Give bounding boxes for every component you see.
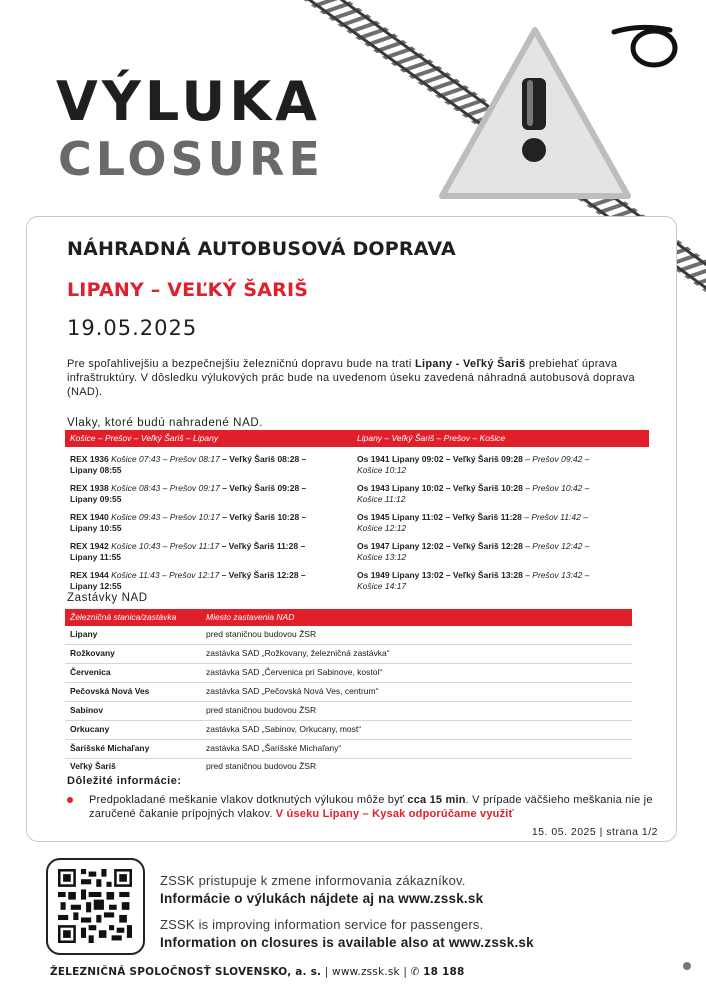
route-heading: LIPANY – VEĽKÝ ŠARIŠ <box>67 279 309 301</box>
stops-label: Zastávky NAD <box>67 592 148 604</box>
stops-table-header <box>65 609 632 626</box>
settings-icon <box>683 962 691 970</box>
table-row: Os 1947 Lipany 12:02 – Veľký Šariš 12:28 – Prešov 12:42 – Košice 13:12 <box>357 541 590 562</box>
intro-paragraph: Pre spoľahlivejšiu a bezpečnejšiu železničnú dopravu bude na trati Lipany - Veľký Šariš prebiehať úprava infraštruktúry. V dôsledku výlukových prác bude na uvedenom úseku zavedená náhradná autobusová doprava (NAD). <box>67 358 635 398</box>
info-sk-line2[interactable]: Informácie o výlukách nájdete aj na www.zssk.sk <box>160 891 484 906</box>
phone-icon: ✆ <box>410 966 420 978</box>
table-row: Šarišské Michaľany zastávka SAD „Šarišské Michaľany“ <box>70 743 342 753</box>
info-sk-line1: ZSSK pristupuje k zmene informovania zákazníkov. <box>160 873 466 888</box>
table-row: REX 1942 Košice 10:43 – Prešov 11:17 – Veľký Šariš 11:28 – Lipany 11:55 <box>70 541 306 562</box>
table-row: Os 1943 Lipany 10:02 – Veľký Šariš 10:28 – Prešov 10:42 – Košice 11:12 <box>357 483 590 504</box>
stops-col-station: Železničná stanica/zastávka <box>70 612 177 622</box>
zssk-logo-icon <box>610 22 682 70</box>
table-row: Pečovská Nová Ves zastávka SAD „Pečovská Nová Ves, centrum“ <box>70 686 379 696</box>
table-row: Os 1945 Lipany 11:02 – Veľký Šariš 11:28 – Prešov 11:42 – Košice 12:12 <box>357 512 588 533</box>
trains-col-left: Košice – Prešov – Veľký Šariš – Lipany <box>70 433 219 443</box>
table-row: Os 1941 Lipany 09:02 – Veľký Šariš 09:28 – Prešov 09:42 – Košice 10:12 <box>357 454 590 475</box>
table-row: REX 1944 Košice 11:43 – Prešov 12:17 – Veľký Šariš 12:28 – Lipany 12:55 <box>70 570 306 591</box>
table-row: REX 1940 Košice 09:43 – Prešov 10:17 – Veľký Šariš 10:28 – Lipany 10:55 <box>70 512 307 533</box>
trains-label: Vlaky, ktoré budú nahradené NAD. <box>67 417 264 429</box>
closure-subtitle: CLOSURE <box>58 132 324 186</box>
company-footer: ŽELEZNIČNÁ SPOLOČNOSŤ SLOVENSKO, a. s. | www.zssk.sk | ✆ 18 188 <box>50 966 465 978</box>
info-en-line2[interactable]: Information on closures is available also at www.zssk.sk <box>160 935 534 950</box>
trains-col-right: Lipany – Veľký Šariš – Prešov – Košice <box>357 433 506 443</box>
company-website-link[interactable]: www.zssk.sk <box>332 966 400 978</box>
table-row: Orkucany zastávka SAD „Sabinov, Orkucany, most“ <box>70 724 362 734</box>
table-row: Os 1949 Lipany 13:02 – Veľký Šariš 13:28 – Prešov 13:42 – Košice 14:17 <box>357 570 590 591</box>
notice-heading: NÁHRADNÁ AUTOBUSOVÁ DOPRAVA <box>67 238 456 260</box>
table-row: REX 1936 Košice 07:43 – Prešov 08:17 – Veľký Šariš 08:28 – Lipany 08:55 <box>70 454 307 475</box>
important-info-text: Predpokladané meškanie vlakov dotknutých výlukou môže byť cca 15 min. V prípade väčšieho meškania nie je zaručené čakanie prípojných vlakov. V úseku Lipany – Kysak odporúčame využiť <box>89 794 653 820</box>
table-row: REX 1938 Košice 08:43 – Prešov 09:17 – Veľký Šariš 09:28 – Lipany 09:55 <box>70 483 307 504</box>
closure-date: 19.05.2025 <box>67 316 198 340</box>
info-en-line1: ZSSK is improving information service for passengers. <box>160 917 484 932</box>
table-row: Sabinov pred staničnou budovou ŽSR <box>70 705 317 715</box>
stops-col-place: Miesto zastavenia NAD <box>206 612 295 622</box>
table-row: Lipany pred staničnou budovou ŽSR <box>70 629 317 639</box>
table-row: Červenica zastávka SAD „Červenica pri Sabinove, kostol“ <box>70 667 383 677</box>
table-row: Rožkovany zastávka SAD „Rožkovany, železničná zastávka“ <box>70 648 390 658</box>
table-row: Veľký Šariš pred staničnou budovou ŽSR <box>70 761 317 771</box>
closure-title: VÝLUKA <box>56 70 321 133</box>
page-number-note: 15. 05. 2025 | strana 1/2 <box>531 826 658 838</box>
qr-code-icon[interactable] <box>58 869 132 943</box>
trains-table-header <box>65 430 649 447</box>
bullet-icon <box>67 797 73 803</box>
important-info-label: Dôležité informácie: <box>67 775 182 787</box>
